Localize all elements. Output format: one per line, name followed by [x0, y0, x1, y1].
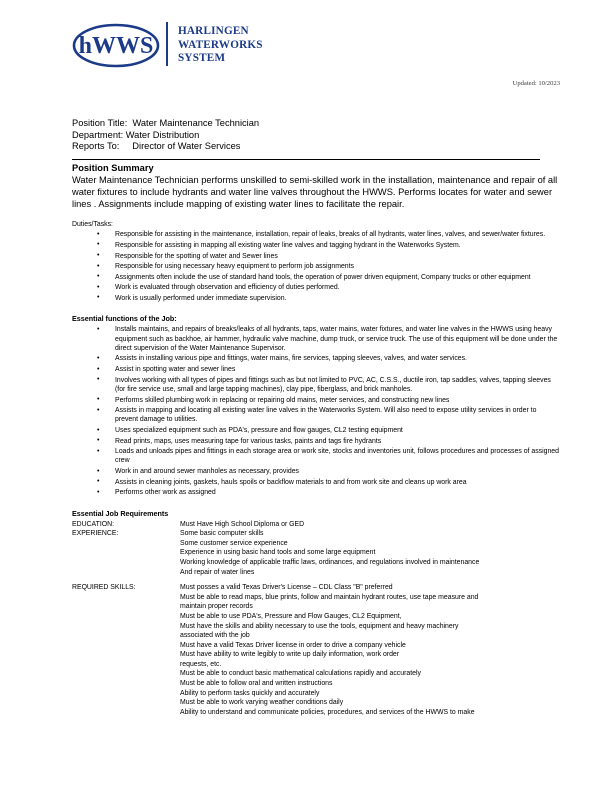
- list-item: • Work in and around sewer manholes as necessary, provides: [72, 467, 560, 476]
- list-item: • Responsible for the spotting of water and Sewer lines: [72, 252, 560, 261]
- list-item: • Assists in cleaning joints, gaskets, hauls spoils or backflow materials to and from work site and cleans up work area: [72, 478, 560, 487]
- requirement-value: Working knowledge of applicable traffic laws, ordinances, and regulations involved in maintenance: [180, 558, 480, 566]
- requirement-label: EXPERIENCE:: [72, 530, 119, 538]
- requirement-value: Must be able to read maps, blue prints, follow and maintain hydrant routes, use tape measure and: [180, 593, 479, 601]
- list-item: • Responsible for using necessary heavy equipment to perform job assignments: [72, 262, 560, 271]
- requirement-value: Must have the skills and ability necessary to use the tools, equipment and heavy machinery: [180, 622, 459, 630]
- requirement-label: REQUIRED SKILLS:: [72, 584, 136, 592]
- reports-to: Reports To: Director of Water Services: [72, 141, 241, 152]
- position-title: Position Title: Water Maintenance Technician: [72, 118, 260, 128]
- requirement-value: Must Have High School Diploma or GED: [180, 520, 305, 528]
- list-item: • Assists in installing various pipe and fittings, water mains, fire services, tapping sleeves, valves, and water services.: [72, 354, 560, 363]
- updated-date: Updated: 10/2023: [512, 80, 560, 87]
- document-header: [0, 0, 612, 96]
- section-divider: [72, 159, 540, 160]
- org-line-2: WATERWORKS: [178, 38, 263, 51]
- svg-text:hWWS: hWWS: [78, 33, 154, 59]
- requirements-table: [72, 520, 560, 718]
- requirement-value: Must be able to use PDA's, Pressure and Flow Gauges, CL2 Equipment,: [180, 612, 402, 620]
- requirement-value: maintain proper records: [180, 603, 253, 611]
- requirement-values: [180, 520, 560, 530]
- list-item: • Work is evaluated through observation and efficiency of duties performed.: [72, 283, 560, 292]
- list-item: • Assists in mapping and locating all existing water line valves in the Waterworks System. Will also need to expose utility services in order to prevent damage to utilities.: [72, 406, 560, 425]
- essential-functions-list: [72, 325, 560, 497]
- requirement-value: Some basic computer skills: [180, 530, 264, 538]
- requirement-value: Must be able to work varying weather conditions daily: [180, 699, 344, 707]
- requirement-value: associated with the job: [180, 632, 250, 640]
- requirement-value: Ability to perform tasks quickly and accurately: [180, 689, 320, 697]
- list-item: • Installs maintains, and repairs of breaks/leaks of all hydrants, taps, water mains, water fixtures, and water line valves in the HWWS using heavy equipment such as backhoe, air hammer, hydraulic valve machine, dump truck, or service truck. The use of this equipment will be done under the direct supervision of the Water Maintenance Supervisor.: [72, 325, 560, 353]
- list-item: • Involves working with all types of pipes and fittings such as but not limited to PVC, AC, C.S.S., ductile iron, tap saddles, valves, tapping sleeves (for fire service use, small and large tapping machines), clay pipe, fiberglass, and brick manholes.: [72, 376, 560, 395]
- list-item: • Uses specialized equipment such as PDA's, pressure and flow gauges, CL2 testing equipment: [72, 426, 560, 435]
- list-item: • Assist in spotting water and sewer lines: [72, 365, 560, 374]
- organization-name: [166, 22, 263, 66]
- requirement-values: [180, 577, 560, 717]
- table-row: [72, 577, 560, 717]
- requirement-value: Must have a valid Texas Driver license in order to drive a company vehicle: [180, 641, 406, 649]
- duties-list: [72, 230, 560, 303]
- document-content: [72, 163, 560, 718]
- requirement-value: Must posses a valid Texas Driver's License – CDL Class "B" preferred: [180, 584, 393, 592]
- list-item: • Responsible for assisting in the maintenance, installation, repair of leaks, breaks of all hydrants, water lines, valves, and sewer/water fixtures.: [72, 230, 560, 239]
- requirement-values: [180, 529, 560, 577]
- requirement-value: Must be able to conduct basic mathematical calculations rapidly and accurately: [180, 670, 421, 678]
- table-row: [72, 520, 560, 530]
- table-row: [72, 529, 560, 577]
- requirements-heading: Essential Job Requirements: [72, 508, 169, 518]
- position-summary-text: Water Maintenance Technician performs unskilled to semi-skilled work in the installation, maintenance and repair of all water fixtures to include hydrants and water line valves throughout the HWWS. Performs locates for water and sewer lines . Assignments include mapping of existing water lines to facilitate the repair.: [72, 174, 558, 210]
- list-item: • Read prints, maps, uses measuring tape for various tasks, paints and tags fire hydrants: [72, 437, 560, 446]
- list-item: • Assignments often include the use of standard hand tools, the operation of power driven equipment, Company trucks or other equipment: [72, 273, 560, 282]
- duties-heading: Duties/Tasks:: [72, 221, 113, 229]
- org-line-3: SYSTEM: [178, 52, 226, 64]
- position-header-block: [72, 118, 612, 153]
- requirement-value: requests, etc.: [180, 660, 222, 668]
- organization-logo: [72, 22, 612, 69]
- list-item: • Loads and unloads pipes and fittings in each storage area or work site, stocks and inventories unit, follows procedures and processes of assigned crew: [72, 447, 560, 466]
- list-item: • Performs skilled plumbing work in replacing or repairing old mains, meter services, and constructing new lines: [72, 396, 560, 405]
- requirement-value: Ability to understand and communicate policies, procedures, and services of the HWWS to make: [180, 708, 475, 716]
- requirement-value: Some customer service experience: [180, 539, 288, 547]
- list-item: • Responsible for assisting in mapping all existing water line valves and tagging hydrant in the Waterworks System.: [72, 241, 560, 250]
- requirement-value: Must have ability to write legibly to write up daily information, work order: [180, 651, 400, 659]
- position-summary-heading: Position Summary: [72, 162, 154, 173]
- department: Department: Water Distribution: [72, 129, 200, 140]
- requirement-value: Experience in using basic hand tools and some large equipment: [180, 549, 376, 557]
- list-item: • Work is usually performed under immediate supervision.: [72, 294, 560, 303]
- requirement-value: And repair of water lines: [180, 568, 255, 576]
- requirement-value: Must be able to follow oral and written instructions: [180, 680, 333, 688]
- hwws-logo-icon: [72, 22, 160, 69]
- list-item: • Performs other work as assigned: [72, 488, 560, 497]
- essential-functions-heading: Essential functions of the Job:: [72, 314, 177, 324]
- requirement-label: EDUCATION:: [72, 520, 114, 528]
- org-line-1: HARLINGEN: [178, 25, 249, 37]
